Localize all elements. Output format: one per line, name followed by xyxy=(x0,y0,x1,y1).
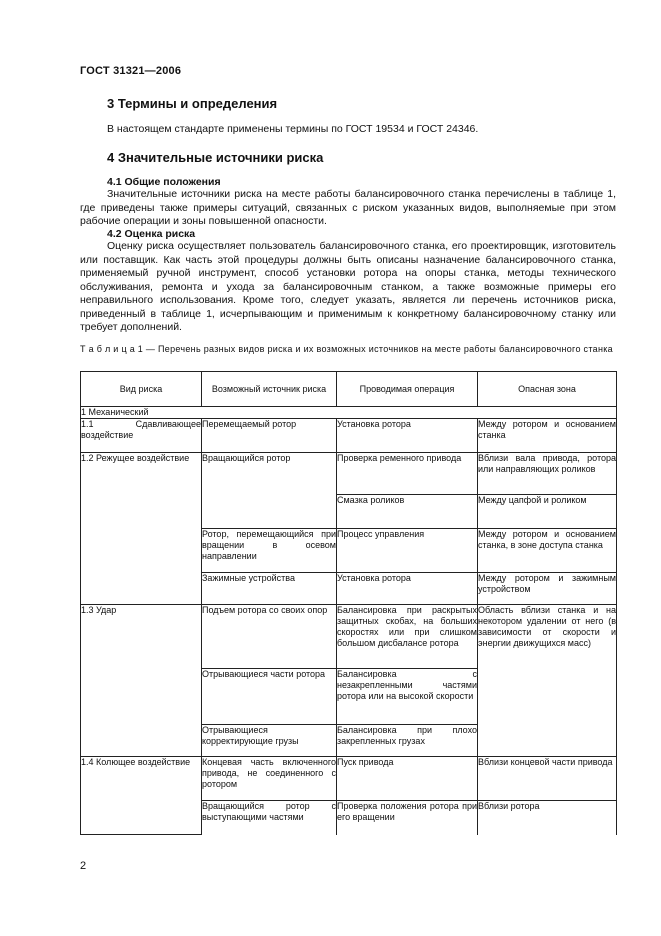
zone-cell: Вблизи концевой части привода xyxy=(478,757,617,801)
operation-cell: Балансировка при раскрытых защитных скобах, на больших скоростях или при слишком большом дисбалансе ротора xyxy=(337,605,478,669)
zone-cell: Между ротором и основанием станка, в зоне доступа станка xyxy=(478,529,617,573)
table-row xyxy=(81,453,617,495)
source-cell: Концевая часть включенного привода, не соединенного с ротором xyxy=(202,757,337,801)
subsection-4-2-text: Оценку риска осуществляет пользователь балансировочного станка, его проектировщик, изготовитель или поставщик. Как часть этой процедуры должны быть описаны назначение балансировочного станка, применяемый ручной инструмент, способ установки ротора на опоры станка, методы технического обслуживания, ремонта и ухода за балансировочным станком, а также возможные примеры его неправильного использования. Кроме того, следует указать, является ли перечень источников риска, приведенный в таблице 1, исчерпывающим и применимым к конкретному балансировочному станку или требует дополнений. xyxy=(80,240,616,333)
table-row xyxy=(81,419,617,453)
table-section-row xyxy=(81,407,617,419)
table-caption: Т а б л и ц а 1 — Перечень разных видов риска и их возможных источников на месте работы балансировочного станка xyxy=(80,344,613,354)
risk-cell: 1.1 Сдавливающее воздействие xyxy=(81,419,202,453)
zone-cell: Вблизи ротора xyxy=(478,801,617,835)
operation-cell: Пуск привода xyxy=(337,757,478,801)
source-cell: Отрывающиеся части ротора xyxy=(202,669,337,725)
risk-table xyxy=(80,371,617,835)
zone-cell: Между ротором и основанием станка xyxy=(478,419,617,453)
operation-cell: Балансировка при плохо закрепленных грузах xyxy=(337,725,478,757)
operation-cell: Смазка роликов xyxy=(337,495,478,529)
operation-cell: Процесс управления xyxy=(337,529,478,573)
section-3-text: В настоящем стандарте применены термины по ГОСТ 19534 и ГОСТ 24346. xyxy=(107,123,479,135)
subsection-4-1-text: Значительные источники риска на месте работы балансировочного станка перечислены в таблице 1, где приведены также примеры ситуаций, связанных с риском указанных видов, выполняемые при этом рабочие операции и зоны повышенной опасности. xyxy=(80,188,616,227)
subsection-4-1-title: 4.1 Общие положения xyxy=(107,176,221,188)
subsection-4-2-title: 4.2 Оценка риска xyxy=(107,228,196,240)
source-cell: Отрывающиеся корректирующие грузы xyxy=(202,725,337,757)
table-row xyxy=(81,605,617,669)
operation-cell: Установка ротора xyxy=(337,573,478,605)
source-cell: Зажимные устройства xyxy=(202,573,337,605)
section-mechanical: 1 Механический xyxy=(81,407,617,419)
source-cell: Вращающийся ротор xyxy=(202,453,337,529)
source-cell: Ротор, перемещающийся при вращении в осевом направлении xyxy=(202,529,337,573)
header-risk-source: Возможный источник риска xyxy=(202,372,337,407)
risk-cell: 1.2 Режущее воздействие xyxy=(81,453,202,605)
source-cell: Вращающийся ротор с выступающими частями xyxy=(202,801,337,835)
operation-cell: Установка ротора xyxy=(337,419,478,453)
risk-cell: 1.3 Удар xyxy=(81,605,202,757)
operation-cell: Балансировка с незакрепленными частями ротора или на высокой скорости xyxy=(337,669,478,725)
risk-cell: 1.4 Колющее воздействие xyxy=(81,757,202,835)
table-row xyxy=(81,757,617,801)
zone-cell: Между цапфой и роликом xyxy=(478,495,617,529)
page-number: 2 xyxy=(80,860,87,872)
operation-cell: Проверка ременного привода xyxy=(337,453,478,495)
section-4-title: 4 Значительные источники риска xyxy=(107,150,324,165)
header-risk-type: Вид риска xyxy=(81,372,202,407)
table-header-row xyxy=(81,372,617,407)
source-cell: Перемещаемый ротор xyxy=(202,419,337,453)
section-3-title: 3 Термины и определения xyxy=(107,96,278,111)
source-cell: Подъем ротора со своих опор xyxy=(202,605,337,669)
zone-cell: Между ротором и зажимным устройством xyxy=(478,573,617,605)
document-id: ГОСТ 31321—2006 xyxy=(80,65,182,77)
header-danger-zone: Опасная зона xyxy=(478,372,617,407)
header-operation: Проводимая операция xyxy=(337,372,478,407)
zone-cell: Область вблизи станка и на некотором удалении от него (в зависимости от скорости и энергии движущихся масс) xyxy=(478,605,617,757)
zone-cell: Вблизи вала привода, ротора или направляющих роликов xyxy=(478,453,617,495)
operation-cell: Проверка положения ротора при его вращении xyxy=(337,801,478,835)
